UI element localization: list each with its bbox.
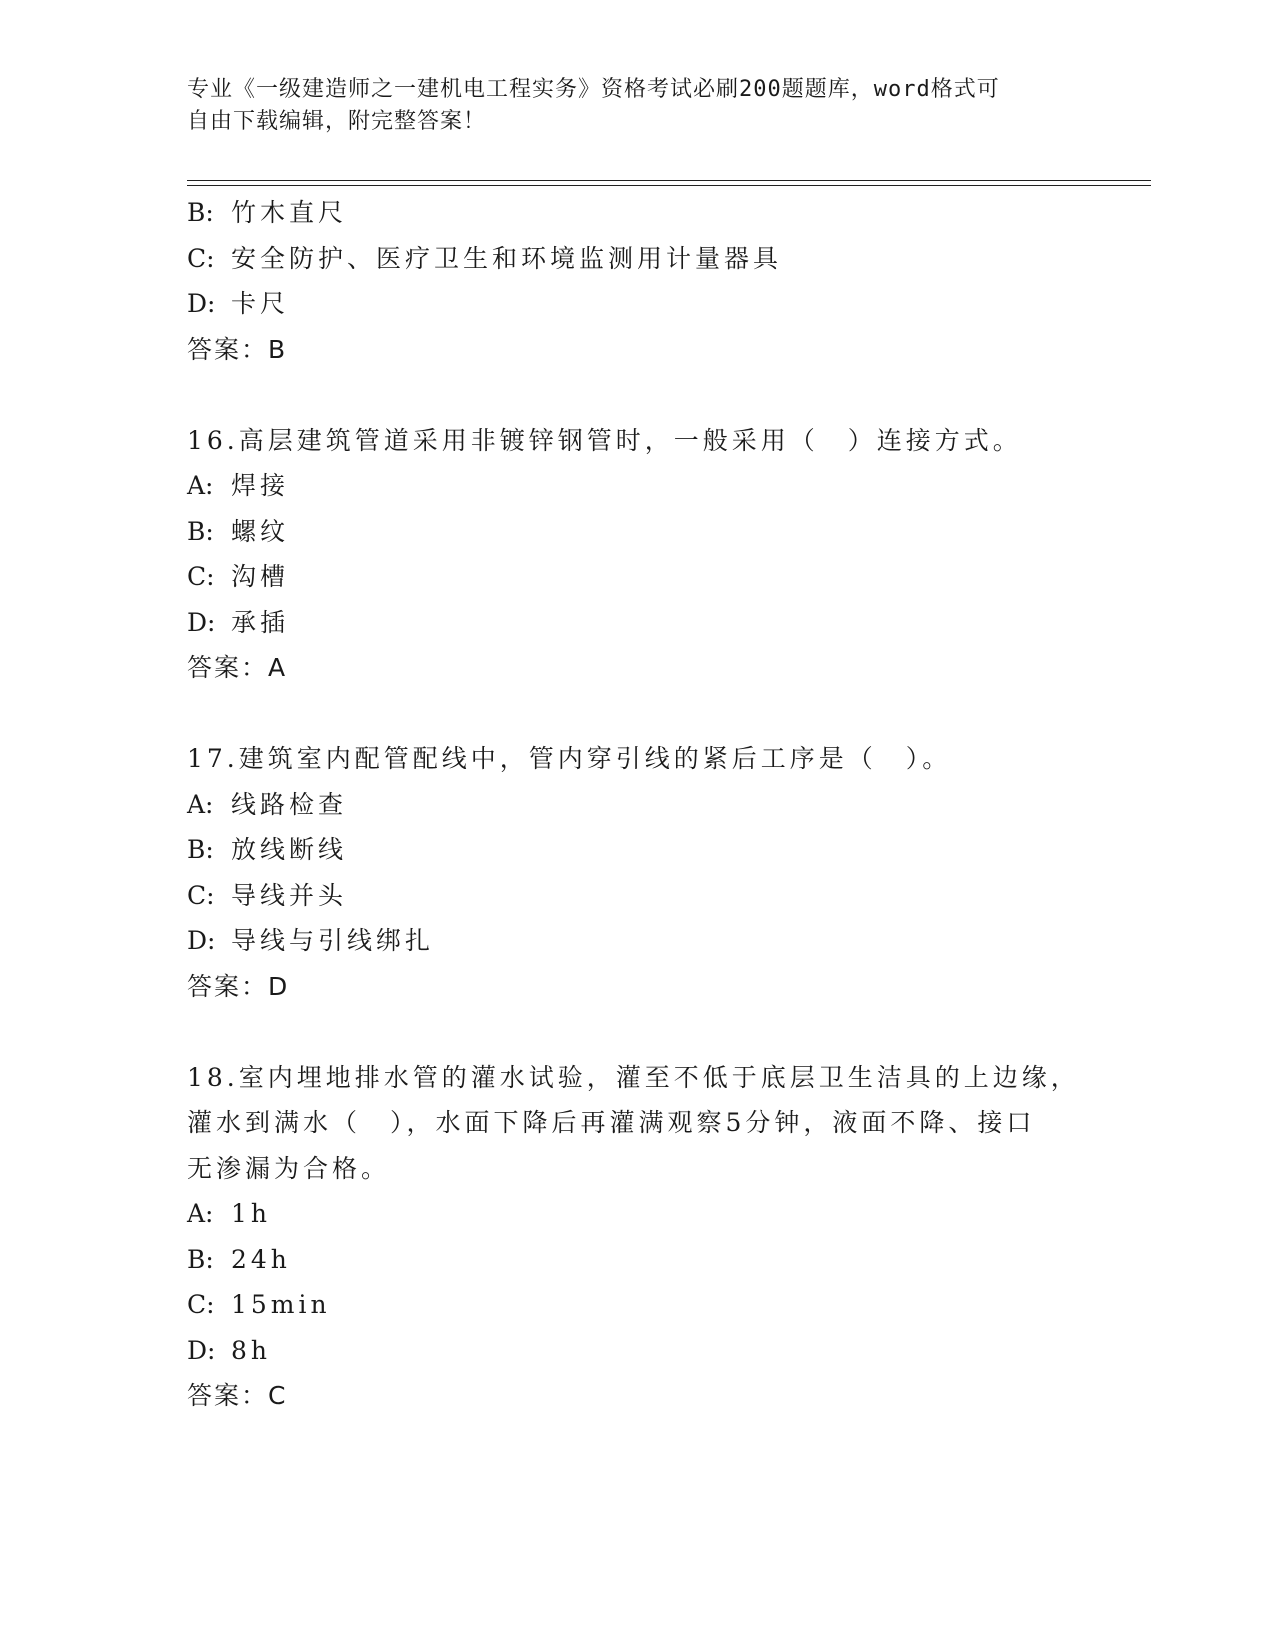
prev-question-block	[187, 190, 1087, 372]
option-a: A: 焊接	[187, 471, 290, 500]
option-c: C: 安全防护、医疗卫生和环境监测用计量器具	[187, 243, 783, 273]
option-d: D: 8h	[187, 1335, 272, 1365]
option-b: B: 螺纹	[187, 516, 290, 546]
question-17	[187, 736, 1087, 1009]
option-a: A: 线路检查	[187, 789, 348, 819]
option-b: B: 放线断线	[187, 835, 348, 864]
question-text-line-1: 18.室内埋地排水管的灌水试验，灌至不低于底层卫生洁具的上边缘，	[187, 1062, 1080, 1092]
question-18	[187, 1055, 1087, 1419]
header-line-2: 自由下载编辑，附完整答案！	[187, 109, 487, 134]
option-b: B: 24h	[187, 1244, 291, 1274]
option-b: B: 竹木直尺	[187, 198, 348, 227]
question-text-line-2: 灌水到满水（ ），水面下降后再灌满观察5分钟，液面不降、接口	[187, 1108, 1036, 1137]
option-d: D: 卡尺	[187, 289, 290, 318]
question-content	[187, 190, 1087, 1419]
question-16	[187, 418, 1087, 691]
option-c: C: 15min	[187, 1290, 331, 1319]
question-text: 16.高层建筑管道采用非镀锌钢管时，一般采用（ ）连接方式。	[187, 425, 1022, 455]
answer-line: 答案：D	[187, 971, 290, 1001]
document-header	[187, 74, 1067, 138]
option-d: D: 导线与引线绑扎	[187, 926, 435, 955]
option-c: C: 沟槽	[187, 562, 290, 591]
option-d: D: 承插	[187, 607, 290, 637]
question-text: 17.建筑室内配管配线中，管内穿引线的紧后工序是（ ）。	[187, 744, 952, 773]
header-divider-bottom	[187, 185, 1151, 186]
header-line-1: 专业《一级建造师之一建机电工程实务》资格考试必刷200题题库，word格式可	[187, 77, 1000, 102]
question-text-line-3: 无渗漏为合格。	[187, 1153, 391, 1183]
answer-line: 答案：C	[187, 1381, 288, 1410]
option-a: A: 1h	[187, 1199, 272, 1228]
answer-line: 答案：A	[187, 653, 288, 682]
answer-line: 答案：B	[187, 334, 288, 364]
option-c: C: 导线并头	[187, 880, 348, 910]
header-divider-top	[187, 180, 1151, 181]
